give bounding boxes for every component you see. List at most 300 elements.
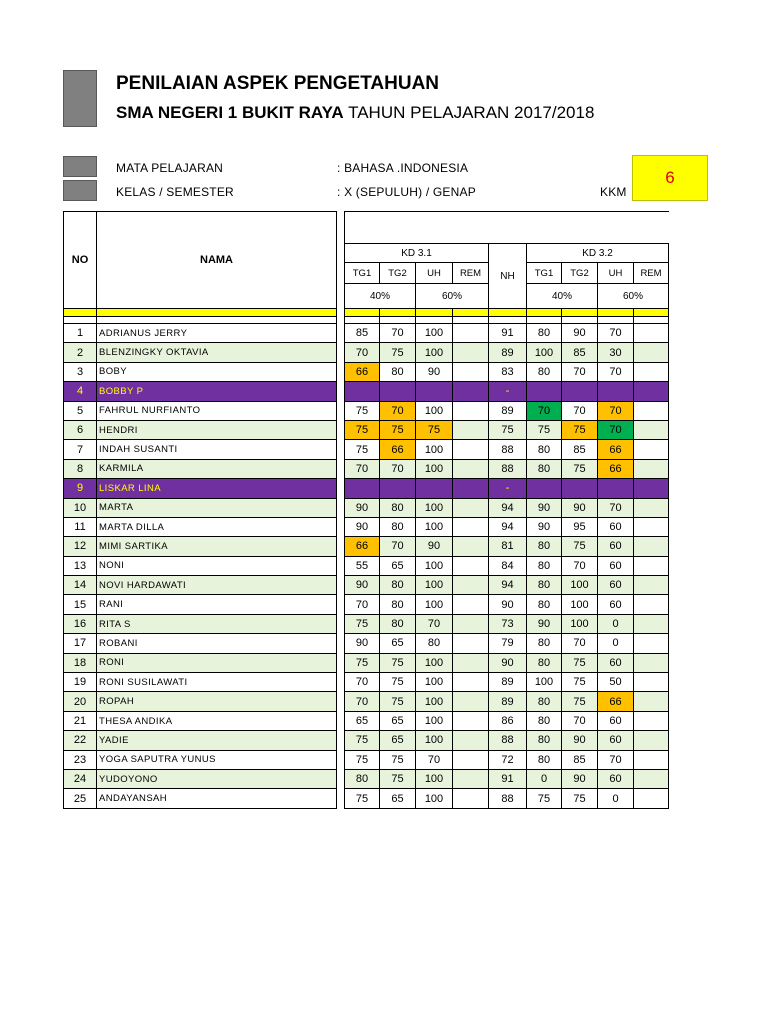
kd2-score-2: 85 [562,343,598,362]
kd2-score-4 [634,420,669,439]
kd2-score-4 [634,595,669,614]
spacer-cell [527,317,562,324]
nh-score: 94 [489,498,527,517]
kd1-score-3: 90 [416,537,453,556]
kd1-score-1: 70 [345,673,380,692]
no-header: NO [64,212,97,309]
student-name: FAHRUL NURFIANTO [97,401,337,420]
student-name: BLENZINGKY OKTAVIA [97,343,337,362]
kd1-score-4 [453,459,489,478]
kd1-score-3: 100 [416,576,453,595]
kd2-score-1: 80 [527,653,562,672]
subheader-kd1-1: TG1 [345,263,380,284]
kd2-score-3: 70 [598,420,634,439]
kd2-score-4 [634,789,669,808]
student-no: 16 [64,614,97,633]
student-no: 14 [64,576,97,595]
header-top-row [64,212,669,244]
kd1-score-1: 65 [345,711,380,730]
spacer-cell [380,317,416,324]
kkm-value-cell: 6 [632,155,708,201]
column-gap [337,309,345,317]
kd1-score-2: 80 [380,362,416,381]
spacer-cell [562,317,598,324]
nh-score: - [489,479,527,498]
kd2-score-1: 0 [527,769,562,788]
student-name: LISKAR LINA [97,479,337,498]
subject-value: : BAHASA .INDONESIA [337,161,469,175]
column-gap [337,517,345,536]
spacer-cell [416,317,453,324]
kd1-score-2: 80 [380,498,416,517]
kd1-score-1: 75 [345,614,380,633]
kd2-score-1: 80 [527,537,562,556]
kd1-score-2: 70 [380,401,416,420]
kd1-score-3: 100 [416,711,453,730]
class-label: KELAS / SEMESTER [116,185,234,199]
nh-score: 91 [489,769,527,788]
kd1-score-1: 75 [345,789,380,808]
student-no: 3 [64,362,97,381]
student-name: RONI SUSILAWATI [97,673,337,692]
kd2-score-2: 75 [562,420,598,439]
kd2-score-4 [634,769,669,788]
kd1-score-2: 75 [380,673,416,692]
kd2-score-4 [634,401,669,420]
nh-score: 89 [489,343,527,362]
nh-score: 86 [489,711,527,730]
student-name: MARTA DILLA [97,517,337,536]
kd2-score-2: 75 [562,673,598,692]
kd1-score-4 [453,595,489,614]
student-row [64,401,669,420]
kd1-score-3: 100 [416,769,453,788]
student-no: 24 [64,769,97,788]
kd2-score-4 [634,673,669,692]
student-name: YOGA SAPUTRA YUNUS [97,750,337,769]
student-no: 13 [64,556,97,575]
student-no: 17 [64,634,97,653]
kd2-score-2: 75 [562,653,598,672]
kd1-score-2: 75 [380,750,416,769]
kd2-score-2: 100 [562,595,598,614]
kd1-score-2: 75 [380,420,416,439]
student-row [64,595,669,614]
kd2-score-2: 90 [562,731,598,750]
spacer-cell [345,317,380,324]
kd1-score-1: 55 [345,556,380,575]
kd2-score-2: 90 [562,324,598,343]
student-row [64,692,669,711]
student-row [64,382,669,401]
kkm-label: KKM [600,185,627,199]
kd1-score-3: 100 [416,789,453,808]
column-gap [337,673,345,692]
student-row [64,789,669,808]
student-no: 5 [64,401,97,420]
kd2-score-2: 70 [562,711,598,730]
spacer-cell [634,317,669,324]
kd1-score-3: 70 [416,750,453,769]
column-gap [337,634,345,653]
column-gap [337,343,345,362]
nh-score: 88 [489,440,527,459]
kd1-score-3: 100 [416,343,453,362]
kd2-score-2: 70 [562,362,598,381]
kd1-score-1: 90 [345,498,380,517]
kd2-header: KD 3.2 [527,244,669,263]
kd2-score-2 [562,479,598,498]
subject-label: MATA PELAJARAN [116,161,224,175]
kd1-score-4 [453,362,489,381]
kd2-score-3: 70 [598,362,634,381]
kd2-score-2: 85 [562,440,598,459]
student-name: THESA ANDIKA [97,711,337,730]
kd2-score-2: 70 [562,556,598,575]
kd2-weight-tugas: 40% [527,284,598,309]
kd2-score-1: 80 [527,731,562,750]
kd2-score-1: 90 [527,614,562,633]
column-gap [337,537,345,556]
kd2-score-4 [634,479,669,498]
kd1-score-1: 75 [345,750,380,769]
subheader-kd2-2: TG2 [562,263,598,284]
student-no: 21 [64,711,97,730]
nh-score: 79 [489,634,527,653]
spacer-cell [64,317,97,324]
student-row [64,750,669,769]
student-no: 18 [64,653,97,672]
column-gap [337,479,345,498]
column-gap [337,459,345,478]
nh-score: 94 [489,576,527,595]
kd2-score-4 [634,731,669,750]
kd2-score-1 [527,479,562,498]
spacer-cell [489,317,527,324]
kd2-score-2: 90 [562,769,598,788]
kd2-score-2: 75 [562,692,598,711]
kd2-score-2: 95 [562,517,598,536]
kd2-score-3: 66 [598,692,634,711]
page-title: PENILAIAN ASPEK PENGETAHUAN [116,73,440,94]
spacer-row [64,317,669,324]
student-name: NONI [97,556,337,575]
kd2-score-1: 80 [527,556,562,575]
student-no: 20 [64,692,97,711]
subheader-kd1-3: UH [416,263,453,284]
name-header: NAMA [97,212,337,309]
spacer-cell [453,317,489,324]
kd2-score-1: 80 [527,362,562,381]
student-no: 23 [64,750,97,769]
separator-cell [489,309,527,317]
kd1-score-4 [453,537,489,556]
student-row [64,517,669,536]
kd2-score-3: 60 [598,595,634,614]
nh-score: 89 [489,401,527,420]
kd1-score-3: 100 [416,324,453,343]
kd1-score-3: 100 [416,440,453,459]
kd1-score-4 [453,498,489,517]
student-no: 9 [64,479,97,498]
page-subtitle [116,103,594,123]
kd2-score-4 [634,498,669,517]
separator-cell [416,309,453,317]
column-gap [337,317,345,324]
subheader-kd2-3: UH [598,263,634,284]
kd1-score-3 [416,382,453,401]
kd2-score-3: 0 [598,789,634,808]
column-gap [337,653,345,672]
column-gap [337,362,345,381]
kd1-score-4 [453,440,489,459]
kd1-score-2: 65 [380,634,416,653]
nh-score: 91 [489,324,527,343]
student-name: BOBY [97,362,337,381]
kd2-score-2: 75 [562,459,598,478]
kd1-score-1: 75 [345,653,380,672]
subheader-kd1-2: TG2 [380,263,416,284]
kd2-score-2: 100 [562,614,598,633]
kd1-score-4 [453,711,489,730]
kd1-score-1: 70 [345,343,380,362]
nh-score: 88 [489,731,527,750]
kd1-score-3: 100 [416,498,453,517]
kd1-score-4 [453,556,489,575]
nh-score: 89 [489,692,527,711]
student-no: 11 [64,517,97,536]
student-no: 7 [64,440,97,459]
kd1-score-4 [453,769,489,788]
kd2-score-3: 60 [598,517,634,536]
kd2-score-3: 60 [598,731,634,750]
kd1-score-2: 75 [380,343,416,362]
kd1-score-4 [453,750,489,769]
kd2-score-3: 70 [598,324,634,343]
kd1-score-2: 75 [380,692,416,711]
nh-header: NH [489,244,527,309]
kd1-score-1: 66 [345,362,380,381]
nh-score: 90 [489,653,527,672]
column-gap [337,769,345,788]
student-row [64,634,669,653]
separator-cell [380,309,416,317]
student-name: ANDAYANSAH [97,789,337,808]
kd1-score-1: 85 [345,324,380,343]
student-name: NOVI HARDAWATI [97,576,337,595]
column-gap [337,731,345,750]
nh-score: 88 [489,459,527,478]
nh-score: 90 [489,595,527,614]
title-marker-block [63,70,97,127]
column-gap [337,711,345,730]
kd1-score-1: 70 [345,692,380,711]
kd2-score-4 [634,556,669,575]
kd2-score-3: 70 [598,401,634,420]
kd2-score-1: 80 [527,595,562,614]
kd2-score-3: 30 [598,343,634,362]
kd1-score-4 [453,479,489,498]
student-no: 25 [64,789,97,808]
nh-score: 81 [489,537,527,556]
kd2-score-4 [634,343,669,362]
kd1-score-3: 100 [416,556,453,575]
column-gap [337,614,345,633]
nh-score: 84 [489,556,527,575]
kd2-score-3 [598,382,634,401]
kd1-score-3: 100 [416,401,453,420]
kd1-score-2: 80 [380,517,416,536]
separator-cell [634,309,669,317]
nh-score: 72 [489,750,527,769]
column-gap [337,595,345,614]
kd1-score-4 [453,673,489,692]
student-no: 4 [64,382,97,401]
subheader-kd2-1: TG1 [527,263,562,284]
kd1-score-4 [453,634,489,653]
nh-score: 73 [489,614,527,633]
kd2-score-3: 66 [598,440,634,459]
kd1-score-2: 65 [380,731,416,750]
kd2-score-3: 60 [598,769,634,788]
kd2-score-2: 85 [562,750,598,769]
school-name: SMA NEGERI 1 BUKIT RAYA [116,103,344,122]
student-name: RITA S [97,614,337,633]
student-no: 1 [64,324,97,343]
student-row [64,343,669,362]
student-row [64,673,669,692]
student-row [64,537,669,556]
student-no: 2 [64,343,97,362]
kd1-weight-tugas: 40% [345,284,416,309]
nh-score: 83 [489,362,527,381]
kd1-score-3: 80 [416,634,453,653]
kd1-score-1: 80 [345,769,380,788]
student-no: 6 [64,420,97,439]
kd2-score-2: 100 [562,576,598,595]
subject-marker-block [63,156,97,177]
separator-cell [97,309,337,317]
student-name: INDAH SUSANTI [97,440,337,459]
kd2-score-1: 90 [527,498,562,517]
kd2-score-4 [634,576,669,595]
kd1-score-4 [453,731,489,750]
kd1-score-1 [345,479,380,498]
student-row [64,576,669,595]
kd2-score-4 [634,459,669,478]
kd1-score-4 [453,653,489,672]
student-row [64,556,669,575]
kd2-score-1: 90 [527,517,562,536]
separator-cell [345,309,380,317]
kd2-score-3: 60 [598,653,634,672]
student-row [64,711,669,730]
student-row [64,459,669,478]
spacer-cell [598,317,634,324]
kd1-score-2: 70 [380,537,416,556]
nh-score: - [489,382,527,401]
kd2-weight-uh: 60% [598,284,669,309]
column-gap [337,440,345,459]
kd1-score-1: 90 [345,634,380,653]
separator-cell [64,309,97,317]
kd2-score-3: 60 [598,711,634,730]
kd1-score-2: 66 [380,440,416,459]
kd1-score-3: 100 [416,692,453,711]
column-gap [337,692,345,711]
student-name: KARMILA [97,459,337,478]
kd1-score-2: 65 [380,711,416,730]
kd2-score-2: 90 [562,498,598,517]
kd1-score-2: 65 [380,556,416,575]
column-gap [337,324,345,343]
kd1-weight-uh: 60% [416,284,489,309]
kd1-score-4 [453,420,489,439]
column-gap [337,420,345,439]
kd2-score-3: 66 [598,459,634,478]
kd1-score-4 [453,517,489,536]
kd2-score-1: 80 [527,440,562,459]
student-name: MIMI SARTIKA [97,537,337,556]
kd1-score-2: 80 [380,595,416,614]
column-gap [337,382,345,401]
kd1-score-2 [380,479,416,498]
kd2-score-4 [634,382,669,401]
kd2-score-2 [562,382,598,401]
student-row [64,769,669,788]
column-gap [337,576,345,595]
kd1-score-2: 65 [380,789,416,808]
student-name: RANI [97,595,337,614]
kd1-score-3: 100 [416,517,453,536]
yellow-separator-row [64,309,669,317]
kd2-score-4 [634,711,669,730]
student-row [64,479,669,498]
kd2-score-1: 70 [527,401,562,420]
header-blank-band [345,212,669,244]
kd1-score-1: 70 [345,595,380,614]
student-no: 10 [64,498,97,517]
student-row [64,614,669,633]
kd2-score-4 [634,653,669,672]
student-row [64,420,669,439]
kd2-score-3: 0 [598,634,634,653]
student-no: 19 [64,673,97,692]
student-name: YADIE [97,731,337,750]
kd1-score-1: 90 [345,517,380,536]
kd2-score-4 [634,614,669,633]
kd1-header: KD 3.1 [345,244,489,263]
kd1-score-3: 100 [416,653,453,672]
student-row [64,362,669,381]
kd1-score-1: 75 [345,440,380,459]
student-row [64,653,669,672]
student-name: ROBANI [97,634,337,653]
kd2-score-1 [527,382,562,401]
kd2-score-1: 100 [527,343,562,362]
spacer-cell [97,317,337,324]
kd2-score-4 [634,324,669,343]
kd1-score-1: 75 [345,731,380,750]
column-gap [337,498,345,517]
student-name: RONI [97,653,337,672]
kd2-score-1: 80 [527,750,562,769]
separator-cell [562,309,598,317]
student-name: ROPAH [97,692,337,711]
kd2-score-2: 75 [562,537,598,556]
kd1-score-1 [345,382,380,401]
separator-cell [453,309,489,317]
